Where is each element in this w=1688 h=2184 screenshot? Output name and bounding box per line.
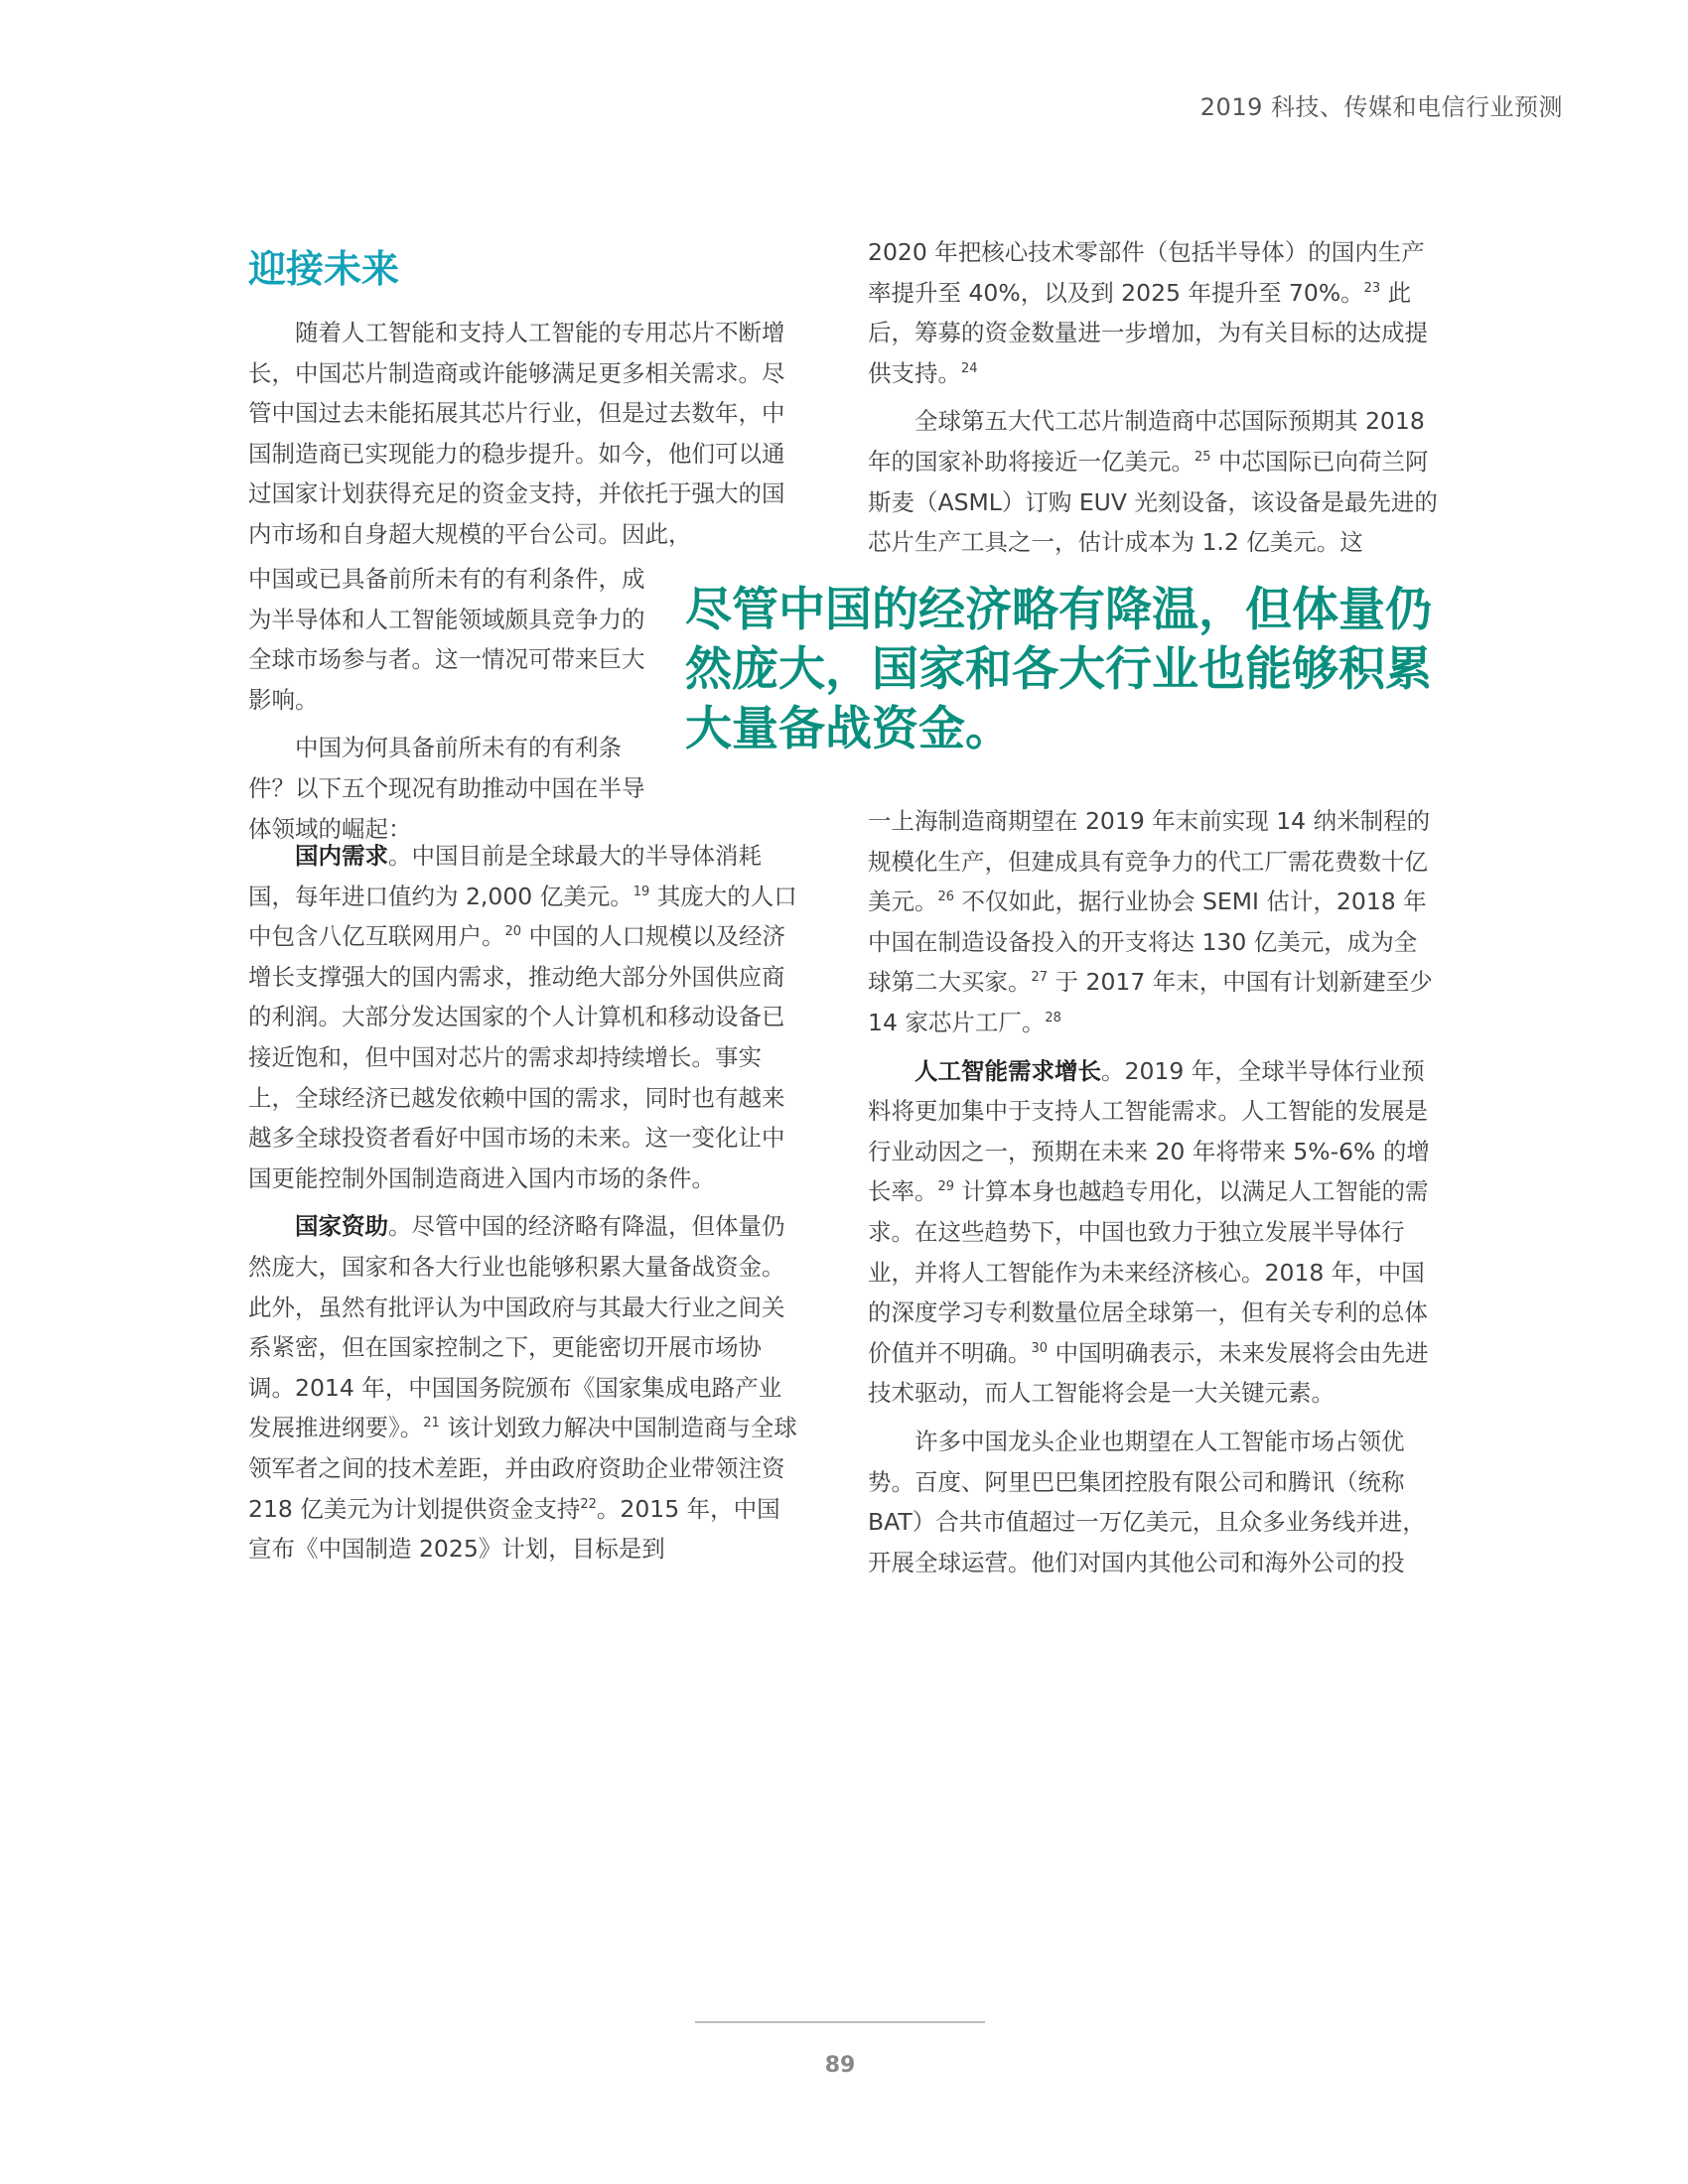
paragraph-lead-label: 国家资助 — [295, 1212, 388, 1241]
paragraph-text: 中国明确表示，未来发展将会由先进技术驱动，而人工智能将会是一大关键元素。 — [868, 1338, 1429, 1408]
paragraph-text: 中芯国际已向荷兰阿斯麦（ASML）订购 EUV 光刻设备，该设备是最先进的芯片生产工具之一，估计成本为 1.2 亿美元。这 — [868, 447, 1438, 557]
pull-quote: 尽管中国的经济略有降温，但体量仍然庞大，国家和各大行业也能够积累大量备战资金。 — [685, 583, 1432, 756]
body-paragraph: 许多中国龙头企业也期望在人工智能市场占领优势。百度、阿里巴巴集团控股有限公司和腾讯（统称 BAT）合共市值超过一万亿美元，且众多业务线并进，开展全球运营。他们对国内其他公司和海外公司的投 — [868, 1427, 1426, 1576]
left-column-bottom — [248, 836, 802, 1577]
paragraph-text: 计算本身也越趋专用化，以满足人工智能的需求。在这些趋势下，中国也致力于独立发展半导体行业，并将人工智能作为未来经济核心。2018 年，中国的深度学习专利数量位居全球第一，但有关专利的总体价值并不明确。 — [868, 1177, 1429, 1367]
left-column-narrow — [248, 559, 645, 857]
footnote-ref[interactable]: 19 — [633, 884, 650, 899]
paragraph-text: 2020 年把核心技术零部件（包括半导体）的国内生产率提升至 40%，以及到 2025 年提升至 70%。 — [868, 238, 1425, 307]
paragraph-text: 此后，筹募的资金数量进一步增加，为有关目标的达成提供支持。 — [868, 278, 1428, 387]
paragraph-lead-label: 国内需求 — [295, 842, 388, 870]
paragraph-text: 一上海制造商期望在 2019 年末前实现 14 纳米制程的规模化生产，但建成具有竞争力的代工厂需花费数十亿美元。 — [868, 807, 1431, 916]
left-column-top — [248, 313, 802, 563]
paragraph-lead-label: 人工智能需求增长 — [914, 1056, 1101, 1085]
paragraph-text: 。中国目前是全球最大的半导体消耗国，每年进口值约为 2,000 亿美元。 — [248, 842, 762, 910]
footnote-ref[interactable]: 23 — [1363, 280, 1381, 296]
paragraph-text: 。2019 年，全球半导体行业预料将更加集中于支持人工智能需求。人工智能的发展是行业动因之一，预期在未来 20 年将带来 5%-6% 的增长率。 — [868, 1056, 1430, 1206]
footnote-ref[interactable]: 24 — [961, 360, 978, 376]
report-header-title: 2019 科技、传媒和电信行业预测 — [1199, 93, 1563, 121]
body-paragraph-domestic-demand — [248, 836, 802, 1198]
footnote-ref[interactable]: 29 — [937, 1179, 955, 1195]
footer-divider — [695, 2021, 985, 2023]
body-paragraph-continued — [868, 801, 1440, 1043]
section-title: 迎接未来 — [248, 247, 400, 291]
paragraph-text: 。2015 年，中国宣布《中国制造 2025》计划，目标是到 — [248, 1494, 780, 1564]
footnote-ref[interactable]: 26 — [937, 889, 955, 905]
right-column-top — [868, 232, 1440, 571]
body-paragraph: 中国为何具备前所未有的有利条件？以下五个现况有助推动中国在半导体领域的崛起： — [248, 734, 645, 843]
paragraph-text: 中国的人口规模以及经济增长支撑强大的国内需求，推动绝大部分外国供应商的利润。大部分发达国家的个人计算机和移动设备已接近饱和，但中国对芯片的需求却持续增长。事实上，全球经济已越发依赖中国的需求，同时也有越来越多全球投资者看好中国市场的未来。这一变化让中国更能控制外国制造商进入国内市场的条件。 — [248, 922, 786, 1192]
footnote-ref[interactable]: 28 — [1045, 1011, 1061, 1026]
footnote-ref[interactable]: 27 — [1031, 970, 1049, 986]
body-paragraph: 随着人工智能和支持人工智能的专用芯片不断增长，中国芯片制造商或许能够满足更多相关需求。尽管中国过去未能拓展其芯片行业，但是过去数年，中国制造商已实现能力的稳步提升。如今，他们可以通过国家计划获得充足的资金支持，并依托于强大的国内市场和自身超大规模的平台公司。因此， — [248, 319, 785, 548]
body-paragraph-ai-demand — [868, 1051, 1440, 1414]
footnote-ref[interactable]: 30 — [1031, 1340, 1049, 1356]
paragraph-text: 该计划致力解决中国制造商与全球领军者之间的技术差距，并由政府资助企业带领注资 218 亿美元为计划提供资金支持 — [248, 1414, 797, 1523]
paragraph-text: 不仅如此，据行业协会 SEMI 估计，2018 年中国在制造设备投入的开支将达 130 亿美元，成为全球第二大买家。 — [868, 887, 1427, 997]
paragraph-text: 其庞大的人口中包含八亿互联网用户。 — [248, 882, 797, 951]
paragraph-text: 全球第五大代工芯片制造商中芯国际预期其 2018 年的国家补助将接近一亿美元。 — [868, 407, 1425, 476]
footnote-ref[interactable]: 25 — [1195, 450, 1211, 466]
footnote-ref[interactable]: 20 — [504, 924, 522, 940]
page-number: 89 — [824, 2053, 856, 2078]
paragraph-text: 。尽管中国的经济略有降温，但体量仍然庞大，国家和各大行业也能够积累大量备战资金。此外，虽然有批评认为中国政府与其最大行业之间关系紧密，但在国家控制之下，更能密切开展市场协调。2014 年，中国国务院颁布《国家集成电路产业发展推进纲要》。 — [248, 1212, 785, 1442]
body-paragraph-continued: 中国或已具备前所未有的有利条件，成为半导体和人工智能领域颇具竞争力的全球市场参与者。这一情况可带来巨大影响。 — [248, 565, 645, 714]
right-column-bottom — [868, 801, 1440, 1590]
footnote-ref[interactable]: 21 — [423, 1416, 440, 1432]
body-paragraph-continued — [868, 232, 1440, 393]
body-paragraph — [868, 401, 1440, 562]
paragraph-text: 于 2017 年末，中国有计划新建至少 14 家芯片工厂。 — [868, 968, 1433, 1036]
body-paragraph-state-funding — [248, 1206, 802, 1569]
footnote-ref[interactable]: 22 — [580, 1496, 597, 1512]
